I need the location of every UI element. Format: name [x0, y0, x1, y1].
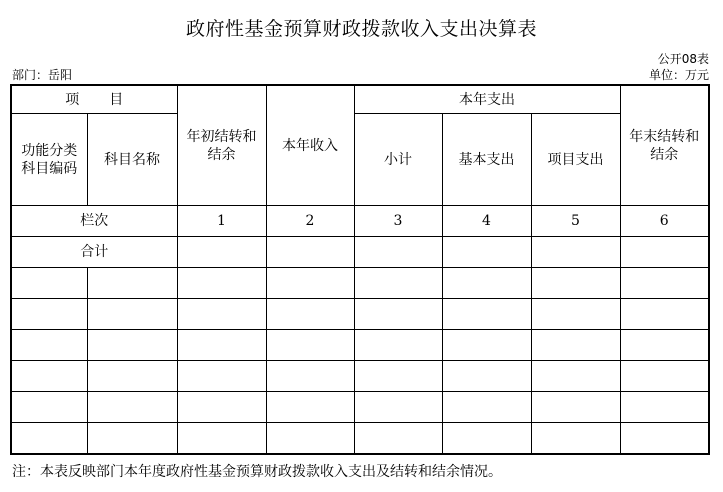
header-func-code	[11, 114, 87, 206]
header-func-code-text: 功能分类科目编码	[21, 142, 78, 177]
table-cell	[620, 237, 709, 268]
table-row	[11, 361, 709, 392]
total-row	[11, 237, 709, 268]
budget-table	[10, 84, 710, 455]
header-basic-expense: 基本支出	[442, 114, 531, 206]
table-cell	[531, 361, 620, 392]
table-cell	[442, 268, 531, 299]
table-cell	[266, 392, 354, 423]
header-year-expense: 本年支出	[354, 85, 620, 114]
table-cell	[11, 330, 87, 361]
table-cell	[177, 330, 266, 361]
department-label: 部门：岳阳	[12, 68, 73, 82]
table-cell	[177, 423, 266, 455]
table-cell	[354, 423, 442, 455]
table-cell	[177, 392, 266, 423]
table-cell	[87, 423, 177, 455]
table-cell	[620, 330, 709, 361]
header-begin-balance	[177, 85, 266, 206]
table-cell	[620, 299, 709, 330]
column-index-label: 栏次	[11, 206, 177, 237]
table-cell	[354, 392, 442, 423]
table-row	[11, 330, 709, 361]
table-cell	[531, 392, 620, 423]
table-cell	[87, 361, 177, 392]
header-item-left: 项	[65, 91, 80, 108]
table-cell	[442, 330, 531, 361]
column-index-row	[11, 206, 709, 237]
table-cell	[266, 268, 354, 299]
header-end-balance-text: 年末结转和结余	[629, 128, 700, 163]
table-cell	[620, 423, 709, 455]
table-cell	[87, 268, 177, 299]
header-item-right: 目	[109, 91, 124, 108]
table-cell	[620, 361, 709, 392]
table-row	[11, 299, 709, 330]
table-cell	[11, 392, 87, 423]
column-number: 6	[620, 206, 709, 237]
table-cell	[11, 361, 87, 392]
header-end-balance	[620, 85, 709, 206]
table-cell	[442, 237, 531, 268]
unit-label: 单位：万元	[648, 68, 709, 82]
table-cell	[11, 299, 87, 330]
table-cell	[266, 237, 354, 268]
table-cell	[354, 268, 442, 299]
table-cell	[620, 392, 709, 423]
table-cell	[442, 423, 531, 455]
table-cell	[442, 361, 531, 392]
table-cell	[442, 299, 531, 330]
page-title: 政府性基金预算财政拨款收入支出决算表	[185, 18, 537, 40]
column-number: 4	[442, 206, 531, 237]
table-row	[11, 268, 709, 299]
table-cell	[177, 268, 266, 299]
table-cell	[87, 299, 177, 330]
header-year-income: 本年收入	[266, 85, 354, 206]
table-cell	[266, 423, 354, 455]
table-cell	[11, 423, 87, 455]
table-cell	[177, 361, 266, 392]
table-cell	[177, 299, 266, 330]
header-project-expense: 项目支出	[531, 114, 620, 206]
total-label: 合计	[11, 237, 177, 268]
table-cell	[531, 268, 620, 299]
table-cell	[354, 237, 442, 268]
table-cell	[531, 423, 620, 455]
table-cell	[531, 237, 620, 268]
table-cell	[531, 330, 620, 361]
table-cell	[177, 237, 266, 268]
table-cell	[531, 299, 620, 330]
column-number: 3	[354, 206, 442, 237]
column-number: 2	[266, 206, 354, 237]
table-row	[11, 392, 709, 423]
footer-note: 注：本表反映部门本年度政府性基金预算财政拨款收入支出及结转和结余情况。	[12, 464, 502, 480]
table-cell	[354, 361, 442, 392]
table-row	[11, 423, 709, 455]
header-subject-name: 科目名称	[87, 114, 177, 206]
table-cell	[87, 330, 177, 361]
table-cell	[87, 392, 177, 423]
table-cell	[442, 392, 531, 423]
table-cell	[266, 361, 354, 392]
table-cell	[620, 268, 709, 299]
table-cell	[266, 299, 354, 330]
column-number: 5	[531, 206, 620, 237]
header-begin-balance-text: 年初结转和结余	[186, 128, 257, 163]
table-cell	[354, 299, 442, 330]
table-cell	[11, 268, 87, 299]
header-item	[11, 85, 177, 114]
form-number: 公开08表	[657, 52, 709, 66]
table-cell	[266, 330, 354, 361]
table-cell	[354, 330, 442, 361]
header-subtotal: 小计	[354, 114, 442, 206]
column-number: 1	[177, 206, 266, 237]
